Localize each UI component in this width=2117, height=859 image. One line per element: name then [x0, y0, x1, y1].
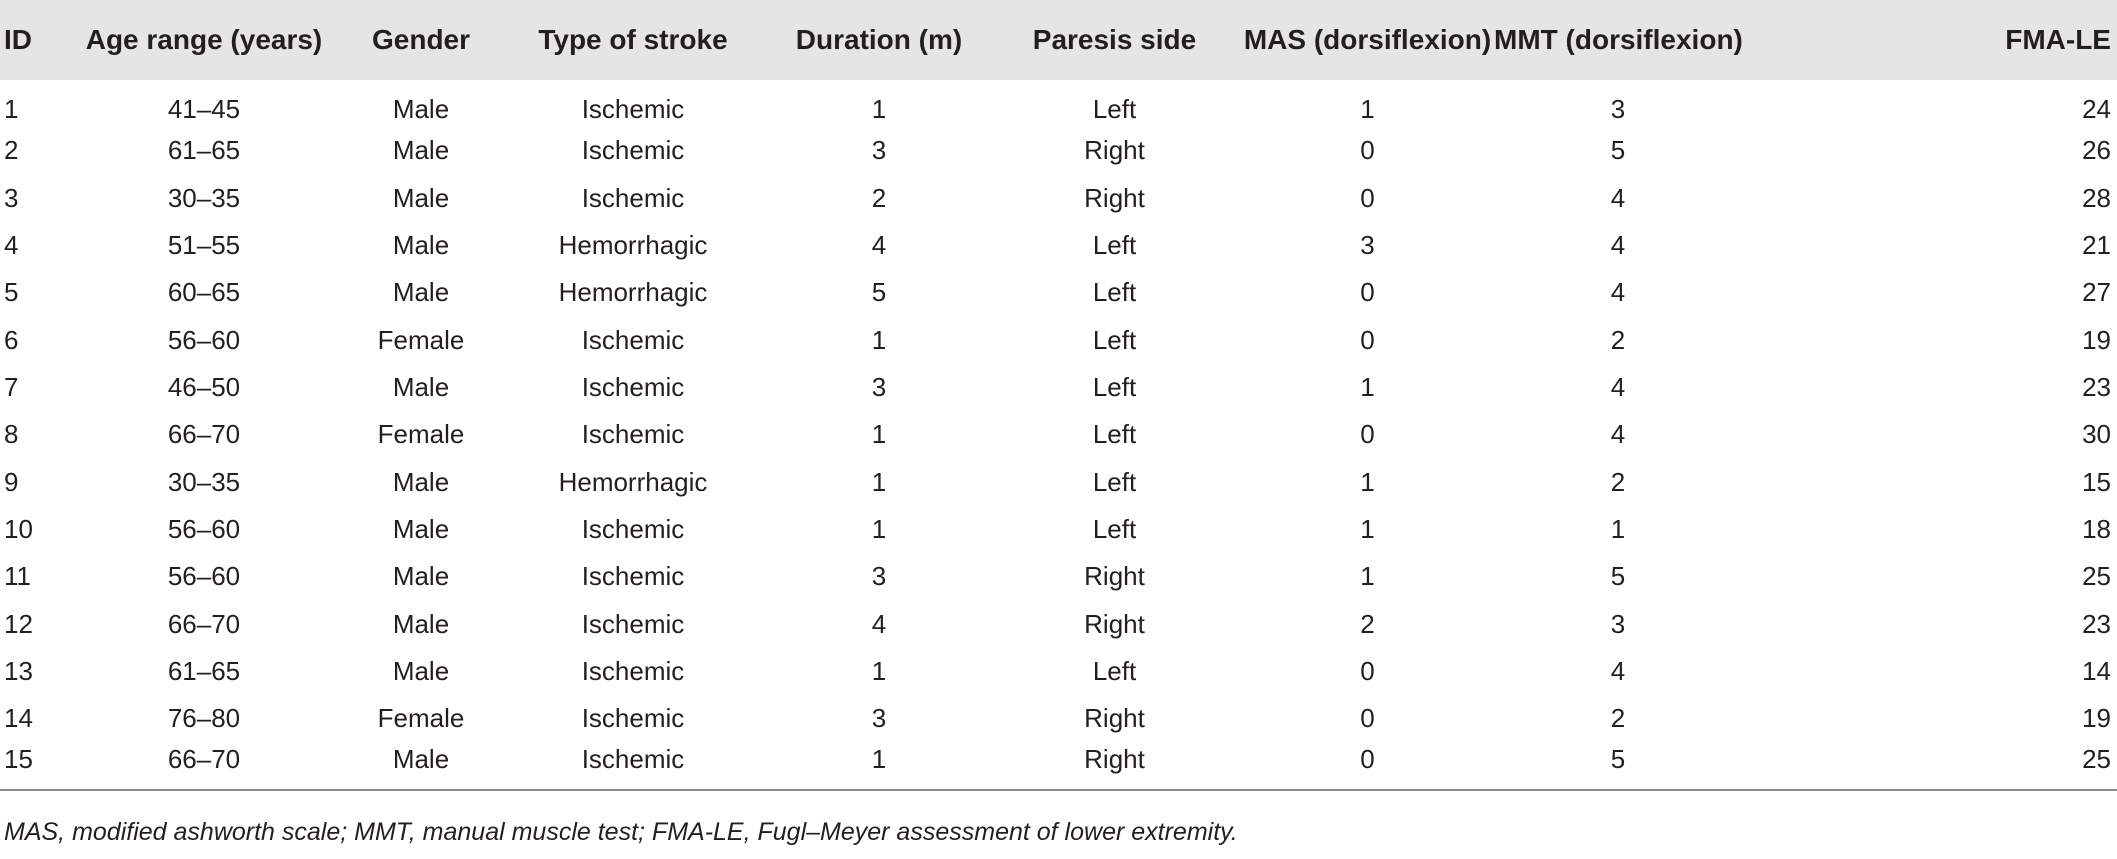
- cell-id: 4: [4, 230, 19, 261]
- cell-age-range: 46–50: [167, 372, 241, 403]
- header-type-of-stroke: Type of stroke: [538, 24, 728, 55]
- cell-paresis-side: Left: [1092, 372, 1137, 403]
- cell-duration: 1: [871, 466, 887, 497]
- header-age-range: Age range (years): [85, 24, 323, 55]
- header-gender: Gender: [371, 24, 471, 55]
- cell-id: 12: [4, 608, 33, 639]
- cell-fma-le: 27: [2082, 277, 2111, 308]
- cell-gender: Male: [392, 94, 450, 125]
- cell-id: 3: [4, 182, 19, 213]
- table-row: [0, 743, 2117, 790]
- cell-paresis-side: Right: [1084, 135, 1145, 166]
- cell-age-range: 56–60: [167, 324, 241, 355]
- table-row: [0, 601, 2117, 648]
- table-row: [0, 695, 2117, 742]
- cell-mmt: 2: [1610, 703, 1626, 734]
- cell-duration: 5: [871, 277, 887, 308]
- cell-mas: 0: [1360, 277, 1375, 308]
- cell-paresis-side: Left: [1092, 277, 1137, 308]
- cell-age-range: 61–65: [167, 656, 241, 687]
- cell-age-range: 66–70: [167, 744, 241, 775]
- table-row: [0, 411, 2117, 458]
- cell-type-of-stroke: Hemorrhagic: [558, 466, 708, 497]
- cell-gender: Female: [377, 419, 465, 450]
- cell-paresis-side: Left: [1092, 656, 1137, 687]
- cell-duration: 3: [871, 372, 887, 403]
- cell-duration: 1: [871, 656, 887, 687]
- cell-type-of-stroke: Ischemic: [581, 608, 685, 639]
- cell-type-of-stroke: Ischemic: [581, 703, 685, 734]
- cell-gender: Male: [392, 230, 450, 261]
- cell-gender: Male: [392, 514, 450, 545]
- cell-mas: 0: [1360, 135, 1375, 166]
- cell-gender: Female: [377, 703, 465, 734]
- cell-mmt: 1: [1610, 514, 1626, 545]
- table-row: [0, 364, 2117, 411]
- table-header: [0, 0, 2117, 80]
- cell-mmt: 4: [1610, 182, 1626, 213]
- cell-mmt: 4: [1610, 372, 1626, 403]
- table-row: [0, 127, 2117, 174]
- table-row: [0, 553, 2117, 600]
- cell-age-range: 30–35: [167, 182, 241, 213]
- cell-paresis-side: Right: [1084, 182, 1145, 213]
- cell-fma-le: 24: [2082, 94, 2111, 125]
- cell-gender: Male: [392, 135, 450, 166]
- cell-id: 9: [4, 466, 19, 497]
- cell-gender: Male: [392, 277, 450, 308]
- cell-id: 7: [4, 372, 19, 403]
- cell-paresis-side: Left: [1092, 94, 1137, 125]
- cell-mmt: 5: [1610, 561, 1626, 592]
- cell-duration: 1: [871, 744, 887, 775]
- cell-mmt: 5: [1610, 135, 1626, 166]
- cell-fma-le: 15: [2082, 466, 2111, 497]
- cell-mmt: 3: [1610, 608, 1626, 639]
- cell-age-range: 61–65: [167, 135, 241, 166]
- cell-mmt: 4: [1610, 656, 1626, 687]
- cell-mmt: 2: [1610, 324, 1626, 355]
- cell-mas: 0: [1360, 744, 1375, 775]
- cell-paresis-side: Right: [1084, 608, 1145, 639]
- cell-age-range: 66–70: [167, 419, 241, 450]
- cell-duration: 4: [871, 230, 887, 261]
- cell-mas: 2: [1360, 608, 1375, 639]
- cell-id: 6: [4, 324, 19, 355]
- cell-mas: 1: [1360, 466, 1375, 497]
- cell-mmt: 3: [1610, 94, 1626, 125]
- cell-paresis-side: Left: [1092, 230, 1137, 261]
- cell-fma-le: 28: [2082, 182, 2111, 213]
- table-row: [0, 80, 2117, 127]
- table-row: [0, 459, 2117, 506]
- cell-id: 8: [4, 419, 19, 450]
- cell-age-range: 56–60: [167, 514, 241, 545]
- table-row: [0, 648, 2117, 695]
- cell-gender: Male: [392, 466, 450, 497]
- cell-mas: 3: [1360, 230, 1375, 261]
- cell-age-range: 30–35: [167, 466, 241, 497]
- cell-mmt: 4: [1610, 419, 1626, 450]
- cell-mas: 0: [1360, 703, 1375, 734]
- cell-fma-le: 19: [2082, 703, 2111, 734]
- cell-type-of-stroke: Ischemic: [581, 744, 685, 775]
- cell-type-of-stroke: Ischemic: [581, 324, 685, 355]
- cell-duration: 1: [871, 419, 887, 450]
- cell-id: 1: [4, 94, 19, 125]
- cell-type-of-stroke: Ischemic: [581, 514, 685, 545]
- table-row: [0, 317, 2117, 364]
- cell-paresis-side: Right: [1084, 744, 1145, 775]
- cell-type-of-stroke: Ischemic: [581, 561, 685, 592]
- cell-id: 2: [4, 135, 19, 166]
- cell-gender: Male: [392, 608, 450, 639]
- cell-gender: Male: [392, 372, 450, 403]
- header-mmt: MMT (dorsiflexion): [1494, 24, 1743, 55]
- header-paresis-side: Paresis side: [1032, 24, 1197, 55]
- cell-type-of-stroke: Hemorrhagic: [558, 230, 708, 261]
- cell-mas: 1: [1360, 561, 1375, 592]
- cell-fma-le: 25: [2082, 744, 2111, 775]
- cell-mas: 0: [1360, 182, 1375, 213]
- cell-paresis-side: Left: [1092, 419, 1137, 450]
- cell-mas: 1: [1360, 372, 1375, 403]
- cell-gender: Male: [392, 561, 450, 592]
- cell-id: 10: [4, 514, 33, 545]
- cell-duration: 1: [871, 514, 887, 545]
- cell-age-range: 51–55: [167, 230, 241, 261]
- header-row: [0, 0, 2117, 80]
- cell-fma-le: 25: [2082, 561, 2111, 592]
- cell-type-of-stroke: Hemorrhagic: [558, 277, 708, 308]
- cell-id: 15: [4, 744, 33, 775]
- cell-mmt: 2: [1610, 466, 1626, 497]
- cell-duration: 3: [871, 135, 887, 166]
- cell-paresis-side: Right: [1084, 703, 1145, 734]
- cell-gender: Female: [377, 324, 465, 355]
- cell-age-range: 76–80: [167, 703, 241, 734]
- cell-duration: 1: [871, 94, 887, 125]
- cell-paresis-side: Left: [1092, 324, 1137, 355]
- cell-type-of-stroke: Ischemic: [581, 94, 685, 125]
- cell-type-of-stroke: Ischemic: [581, 182, 685, 213]
- cell-type-of-stroke: Ischemic: [581, 656, 685, 687]
- cell-type-of-stroke: Ischemic: [581, 419, 685, 450]
- cell-mas: 1: [1360, 514, 1375, 545]
- cell-mmt: 4: [1610, 230, 1626, 261]
- cell-gender: Male: [392, 656, 450, 687]
- cell-fma-le: 23: [2082, 608, 2111, 639]
- table-row: [0, 269, 2117, 316]
- cell-id: 5: [4, 277, 19, 308]
- table-row: [0, 175, 2117, 222]
- cell-duration: 3: [871, 561, 887, 592]
- cell-mmt: 5: [1610, 744, 1626, 775]
- cell-fma-le: 18: [2082, 514, 2111, 545]
- cell-duration: 3: [871, 703, 887, 734]
- header-id: ID: [4, 24, 32, 55]
- cell-paresis-side: Right: [1084, 561, 1145, 592]
- cell-age-range: 66–70: [167, 608, 241, 639]
- cell-mmt: 4: [1610, 277, 1626, 308]
- header-mas: MAS (dorsiflexion): [1243, 24, 1492, 55]
- cell-fma-le: 30: [2082, 419, 2111, 450]
- cell-mas: 0: [1360, 656, 1375, 687]
- cell-type-of-stroke: Ischemic: [581, 372, 685, 403]
- cell-age-range: 56–60: [167, 561, 241, 592]
- cell-duration: 1: [871, 324, 887, 355]
- cell-fma-le: 23: [2082, 372, 2111, 403]
- cell-fma-le: 19: [2082, 324, 2111, 355]
- cell-gender: Male: [392, 744, 450, 775]
- cell-duration: 4: [871, 608, 887, 639]
- header-duration: Duration (m): [795, 24, 963, 55]
- table-footnote: MAS, modified ashworth scale; MMT, manual muscle test; FMA-LE, Fugl–Meyer assessment of lower extremity.: [4, 818, 1238, 846]
- cell-fma-le: 14: [2082, 656, 2111, 687]
- cell-duration: 2: [871, 182, 887, 213]
- cell-gender: Male: [392, 182, 450, 213]
- cell-mas: 1: [1360, 94, 1375, 125]
- cell-age-range: 60–65: [167, 277, 241, 308]
- cell-mas: 0: [1360, 419, 1375, 450]
- table-row: [0, 506, 2117, 553]
- cell-type-of-stroke: Ischemic: [581, 135, 685, 166]
- cell-id: 14: [4, 703, 33, 734]
- cell-id: 11: [4, 561, 31, 592]
- cell-mas: 0: [1360, 324, 1375, 355]
- table-row: [0, 222, 2117, 269]
- cell-paresis-side: Left: [1092, 466, 1137, 497]
- cell-id: 13: [4, 656, 33, 687]
- cell-age-range: 41–45: [167, 94, 241, 125]
- cell-paresis-side: Left: [1092, 514, 1137, 545]
- cell-fma-le: 21: [2082, 230, 2111, 261]
- cell-fma-le: 26: [2082, 135, 2111, 166]
- header-fma-le: FMA-LE: [2005, 24, 2111, 55]
- table-body: [0, 80, 2117, 790]
